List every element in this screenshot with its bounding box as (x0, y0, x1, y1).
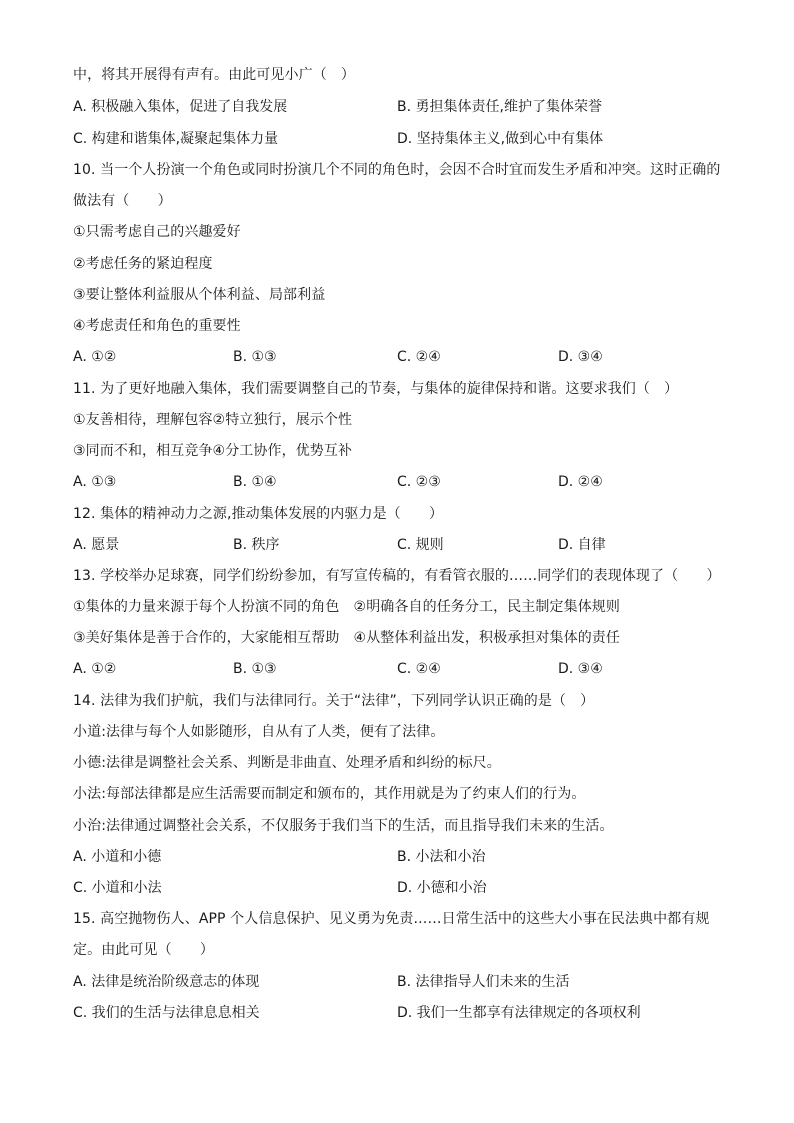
q12-option-d: D. 自律 (558, 537, 606, 553)
q13-option-c: C. ②④ (397, 661, 441, 677)
q9-option-b: B. 勇担集体责任,维护了集体荣誉 (397, 99, 602, 115)
q14-option-d: D. 小德和小治 (397, 880, 487, 896)
q15-option-b: B. 法律指导人们未来的生活 (397, 974, 570, 990)
q9-option-c: C. 构建和谐集体,凝聚起集体力量 (73, 131, 279, 147)
q11-option-c: C. ②③ (397, 474, 441, 490)
q11-option-d: D. ②④ (558, 474, 603, 490)
q11-statement-1: ①友善相待，理解包容②特立独行，展示个性 (73, 412, 353, 428)
q14-option-b: B. 小法和小治 (397, 849, 486, 865)
q9-option-d: D. 坚持集体主义,做到心中有集体 (397, 131, 604, 147)
q14-statement-2: 小德:法律是调整社会关系、判断是非曲直、处理矛盾和纠纷的标尺。 (73, 755, 501, 771)
q13-option-b: B. ①③ (233, 661, 277, 677)
q10-option-b: B. ①③ (233, 349, 277, 365)
q15-option-d: D. 我们一生都享有法律规定的各项权利 (397, 1005, 641, 1021)
q14-statement-1: 小道:法律与每个人如影随形，自从有了人类，便有了法律。 (73, 724, 445, 740)
q14-option-a: A. 小道和小德 (73, 849, 162, 865)
q12-option-c: C. 规则 (397, 537, 444, 553)
q15-option-a: A. 法律是统治阶级意志的体现 (73, 974, 260, 990)
question-13-stem: 13. 学校举办足球赛，同学们纷纷参加，有写宣传稿的，有看管衣服的……同学们的表现体现了（ ） (73, 568, 721, 584)
q14-statement-4: 小治:法律通过调整社会关系，不仅服务于我们当下的生活，而且指导我们未来的生活。 (73, 818, 614, 834)
q13-option-d: D. ③④ (558, 661, 603, 677)
q10-statement-4: ④考虑责任和角色的重要性 (73, 318, 241, 334)
q10-statement-3: ③要让整体利益服从个体利益、局部利益 (73, 287, 326, 303)
question-10-stem: 10. 当一个人扮演一个角色或同时扮演几个不同的角色时，会因不合时宜而发生矛盾和冲突。这时正确的 (73, 162, 721, 178)
q13-statements-2: ③美好集体是善于合作的，大家能相互帮助 ④从整体利益出发，积极承担对集体的责任 (73, 630, 620, 646)
question-12-stem: 12. 集体的精神动力之源,推动集体发展的内驱力是（ ） (73, 506, 444, 522)
q10-statement-1: ①只需考虑自己的兴趣爱好 (73, 224, 241, 240)
q11-statement-2: ③同而不和，相互竞争④分工协作，优势互补 (73, 443, 353, 459)
question-10-stem-cont: 做法有（ ） (73, 193, 172, 209)
question-9-stem-end: 中，将其开展得有声有。由此可见小广（ ） (73, 67, 355, 83)
q11-option-b: B. ①④ (233, 474, 277, 490)
question-15-stem: 15. 高空抛物伤人、APP 个人信息保护、见义勇为免责……日常生活中的这些大小事在民法典中都有规 (73, 911, 710, 927)
q14-statement-3: 小法:每部法律都是应生活需要而制定和颁布的，其作用就是为了约束人们的行为。 (73, 786, 586, 802)
q13-option-a: A. ①② (73, 661, 117, 677)
q12-option-b: B. 秩序 (233, 537, 280, 553)
q9-option-a: A. 积极融入集体，促进了自我发展 (73, 99, 288, 115)
q10-option-c: C. ②④ (397, 349, 441, 365)
q11-option-a: A. ①③ (73, 474, 117, 490)
q10-statement-2: ②考虑任务的紧迫程度 (73, 256, 213, 272)
question-14-stem: 14. 法律为我们护航，我们与法律同行。关于“法律”，下列同学认识正确的是（ ） (73, 693, 595, 709)
q10-option-d: D. ③④ (558, 349, 603, 365)
q14-option-c: C. 小道和小法 (73, 880, 162, 896)
q10-option-a: A. ①② (73, 349, 117, 365)
question-11-stem: 11. 为了更好地融入集体，我们需要调整自己的节奏，与集体的旋律保持和谐。这要求我们（ ） (73, 381, 679, 397)
q13-statements-1: ①集体的力量来源于每个人扮演不同的角色 ②明确各自的任务分工，民主制定集体规则 (73, 599, 620, 615)
question-15-stem-cont: 定。由此可见（ ） (73, 942, 214, 958)
q12-option-a: A. 愿景 (73, 537, 120, 553)
q15-option-c: C. 我们的生活与法律息息相关 (73, 1005, 260, 1021)
